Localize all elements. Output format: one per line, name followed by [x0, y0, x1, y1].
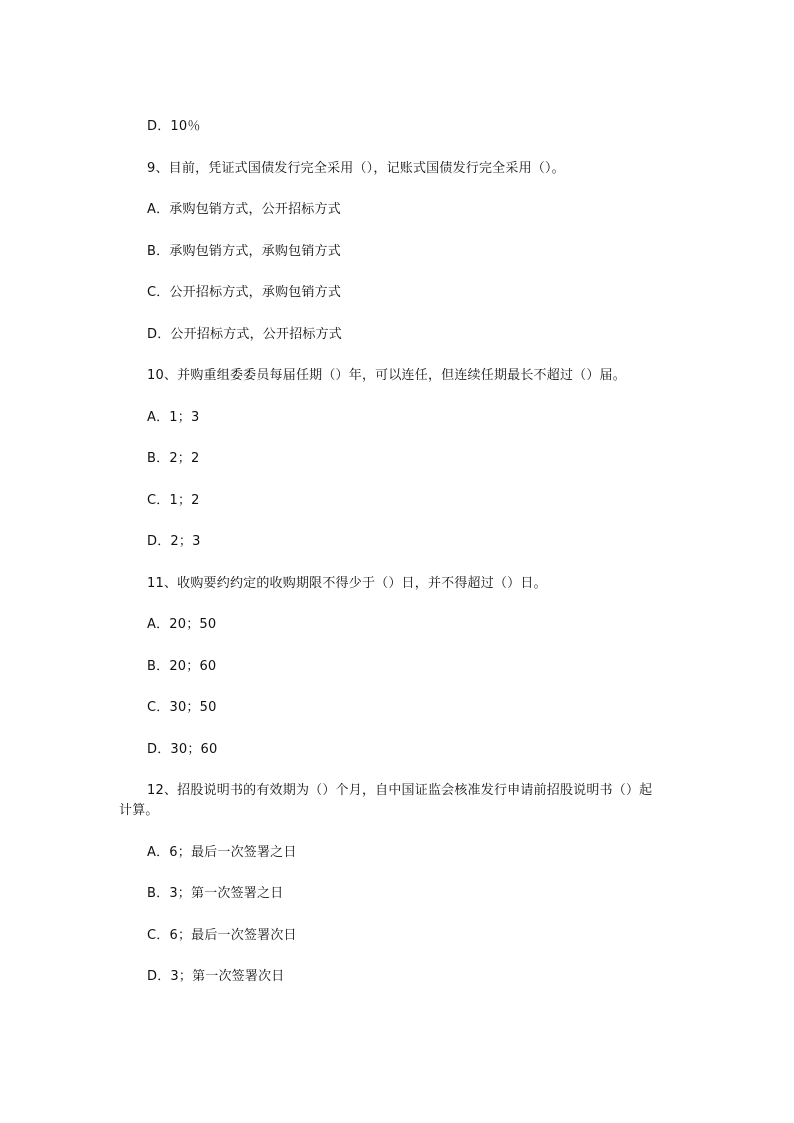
- question-9: 9、目前，凭证式国债发行完全采用（），记账式国债发行完全采用（）。: [147, 160, 565, 176]
- question-11: 11、收购要约约定的收购期限不得少于（）日，并不得超过（）日。: [147, 575, 547, 591]
- option-q11-b: B．20；60: [147, 658, 217, 674]
- option-q12-d: D．3；第一次签署次日: [147, 969, 285, 984]
- document-page: [119, 117, 664, 1009]
- option-q9-c: C．公开招标方式，承购包销方式: [147, 285, 342, 300]
- question-10: 10、并购重组委委员每届任期（）年，可以连任，但连续任期最长不超过（）届。: [147, 368, 626, 383]
- option-q12-c: C．6；最后一次签署次日: [147, 927, 297, 943]
- option-q11-d: D．30；60: [147, 741, 218, 757]
- option-q9-a: A．承购包销方式，公开招标方式: [147, 202, 341, 217]
- option-q10-c: C．1；2: [147, 492, 200, 508]
- option-q9-b: B．承购包销方式，承购包销方式: [147, 243, 341, 259]
- option-q10-a: A．1；3: [147, 409, 200, 425]
- option-q9-d: D．公开招标方式，公开招标方式: [147, 326, 343, 342]
- question-12: 12、招股说明书的有效期为（）个月，自中国证监会核准发行申请前招股说明书（）起计算。: [119, 783, 653, 818]
- option-q12-b: B．3；第一次签署之日: [147, 886, 284, 901]
- option-q8-d: D．10％: [147, 119, 201, 134]
- option-q11-c: C．30；50: [147, 700, 217, 715]
- option-q10-d: D．2；3: [147, 534, 201, 549]
- option-q11-a: A．20；50: [147, 617, 217, 632]
- option-q10-b: B．2；2: [147, 451, 200, 466]
- option-q12-a: A．6；最后一次签署之日: [147, 844, 297, 860]
